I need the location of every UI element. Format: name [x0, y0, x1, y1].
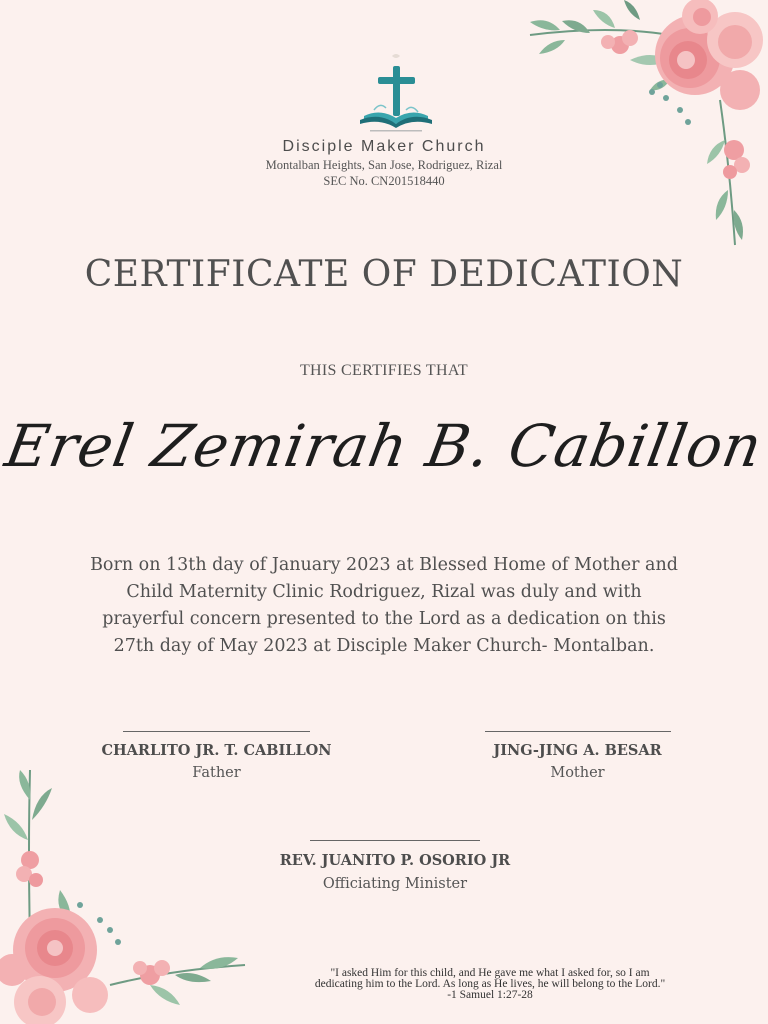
- quote-line-1: "I asked Him for this child, and He gave me what I asked for, so I am: [330, 967, 650, 979]
- quote-line-2: dedicating him to the Lord. As long as He lives, he will belong to the Lord.": [314, 978, 666, 990]
- minister-role: Officiating Minister: [322, 876, 468, 892]
- mother-role: Mother: [550, 765, 605, 781]
- scripture-quote: [270, 968, 710, 1001]
- quote-reference: -1 Samuel 1:27-28: [447, 989, 533, 1001]
- mother-signature-line: [485, 731, 671, 732]
- child-name: Erel Zemirah B. Cabillon: [0, 412, 768, 480]
- certifies-label: THIS CERTIFIES THAT: [299, 362, 468, 379]
- church-logo-icon: [354, 52, 438, 134]
- father-role: Father: [192, 765, 241, 781]
- church-name: Disciple Maker Church: [282, 138, 486, 155]
- certificate-title: CERTIFICATE OF DEDICATION: [84, 254, 684, 295]
- mother-name: JING-JING A. BESAR: [493, 742, 662, 759]
- floral-corner-top-right: [520, 0, 768, 255]
- church-address: Montalban Heights, San Jose, Rodriguez, Rizal: [265, 158, 503, 172]
- church-sec-number: SEC No. CN201518440: [323, 174, 445, 188]
- rose-icon: [655, 0, 763, 110]
- minister-signature-line: [310, 840, 480, 841]
- rose-icon: [0, 908, 108, 1024]
- minister-name: REV. JUANITO P. OSORIO JR: [279, 852, 511, 869]
- father-name: CHARLITO JR. T. CABILLON: [101, 742, 332, 759]
- floral-corner-bottom-left: [0, 770, 250, 1024]
- certificate-body-text: Born on 13th day of January 2023 at Blessed Home of Mother and Child Maternity Clinic Rodriguez, Rizal was duly and with prayerful concern presented to the Lord as a dedication on this 27th day of May 2023 at Disciple Maker Church- Montalban.: [90, 555, 678, 656]
- father-signature-line: [123, 731, 310, 732]
